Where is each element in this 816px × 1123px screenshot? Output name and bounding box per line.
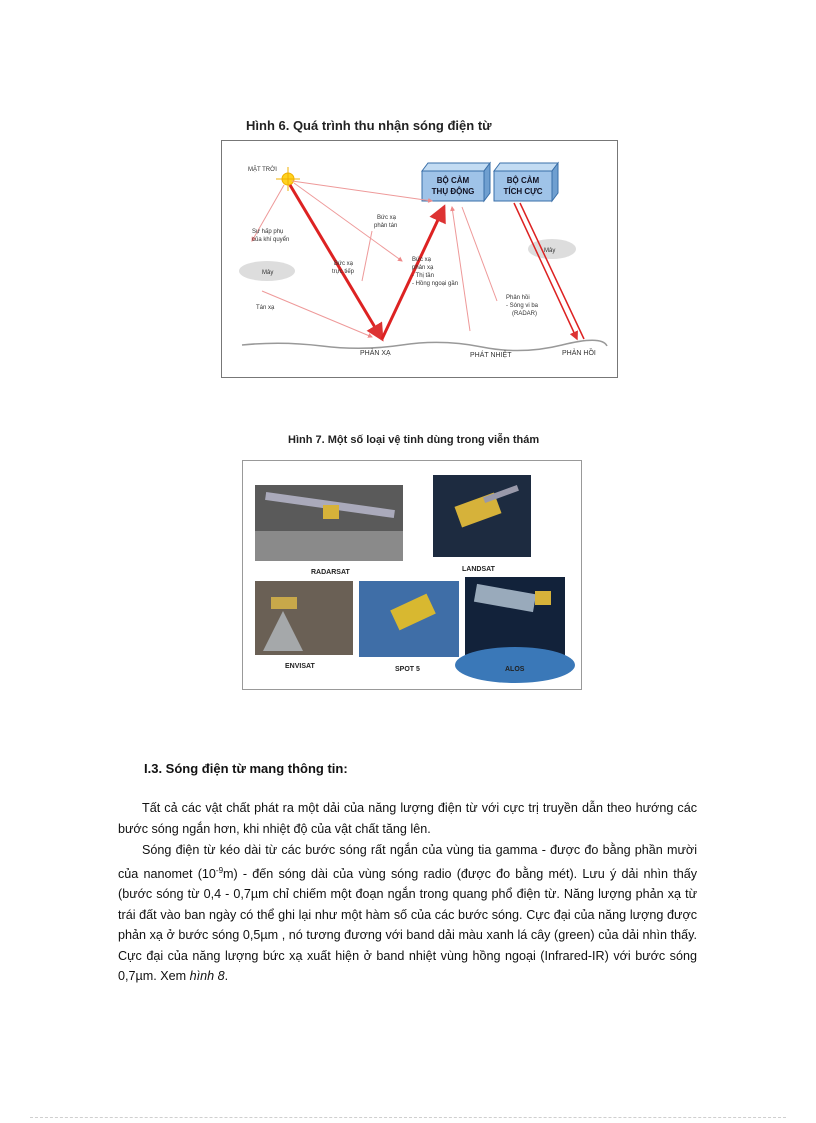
svg-text:LANDSAT: LANDSAT xyxy=(462,566,495,573)
svg-text:của khí quyển: của khí quyển xyxy=(252,237,290,243)
section-heading: I.3. Sóng điện từ mang thông tin: xyxy=(144,761,348,776)
svg-text:- Hồng ngoại gần: - Hồng ngoại gần xyxy=(412,281,459,287)
page-bottom-divider xyxy=(30,1117,786,1118)
svg-text:Bức xạ: Bức xạ xyxy=(334,261,354,267)
paragraph-1: Tất cả các vật chất phát ra một dải của năng lượng điện từ với cực trị truyền dẫn theo hướng các bước sóng ngắn hơn, khi nhiệt độ của vật chất tăng lên. xyxy=(118,801,697,836)
radarsat-image xyxy=(255,485,403,561)
svg-text:trực tiếp: trực tiếp xyxy=(332,269,355,275)
exponent: -9 xyxy=(215,865,224,875)
svg-text:Bức xạ: Bức xạ xyxy=(377,215,397,221)
svg-text:phản xạ: phản xạ xyxy=(412,265,434,271)
figure-6-title: Hình 6. Quá trình thu nhận sóng điện từ xyxy=(246,118,492,133)
svg-text:- Sóng vi ba: - Sóng vi ba xyxy=(506,303,539,309)
svg-text:RADARSAT: RADARSAT xyxy=(311,569,350,576)
svg-text:Phản hồi: Phản hồi xyxy=(506,295,530,301)
svg-text:Mây: Mây xyxy=(544,248,556,254)
landsat-image xyxy=(433,475,531,557)
svg-text:BỘ CẢM: BỘ CẢM xyxy=(506,176,540,185)
envisat-image xyxy=(255,581,353,655)
svg-text:PHẢN HỒI: PHẢN HỒI xyxy=(562,350,596,357)
label-sun: MẶT TRỜI xyxy=(248,167,277,173)
svg-text:ENVISAT: ENVISAT xyxy=(285,663,315,670)
paragraph-2: Sóng điện từ kéo dài từ các bước sóng rất ngắn của vùng tia gamma - được đo bằng phần mười của nanomet $(10^{-9}m)$ - đến sóng dài của vùng sóng radio (được đo bằng mét). Lưu ý dải nhìn thấy (bước sóng từ 0,4 - 0,7µm chỉ chiếm một đoạn ngắn trong quang phổ điện từ. Năng lượng phản xạ từ trái đất vào ban ngày có thể ghi lại như một hàm số của các bước sóng. Cực đại của năng lượng được phản xạ ở bước sóng 0,5µm , nó tương đương với band dải màu xanh lá cây (green) của dải nhìn thấy. Cực đại của năng lượng bức xạ xuất hiện ở band nhiệt vùng hồng ngoại (Infrared-IR) với bước sóng 0,7µm. Xem hình 8. xyxy=(118,843,697,984)
svg-text:SPOT 5: SPOT 5 xyxy=(395,666,420,673)
figure-6-diagram xyxy=(221,140,618,378)
spot5-image xyxy=(359,581,459,657)
passive-sensor-box xyxy=(422,163,490,201)
svg-text:PHẢN XẠ: PHẢN XẠ xyxy=(360,350,391,357)
svg-text:Tán xạ: Tán xạ xyxy=(256,305,275,311)
svg-text:PHÁT NHIỆT: PHÁT NHIỆT xyxy=(470,352,512,359)
svg-text:(RADAR): (RADAR) xyxy=(512,311,537,317)
svg-text:Bức xạ: Bức xạ xyxy=(412,257,432,263)
figure-reference: hình 8 xyxy=(189,969,225,984)
svg-text:Sự hấp phụ: Sự hấp phụ xyxy=(252,229,284,235)
sun-icon xyxy=(276,167,300,191)
active-sensor-box xyxy=(494,163,558,201)
svg-text:BỘ CẢM: BỘ CẢM xyxy=(436,176,470,185)
svg-text:ALOS: ALOS xyxy=(505,666,525,673)
svg-text:THỤ ĐỘNG: THỤ ĐỘNG xyxy=(431,187,475,196)
svg-text:- Thị tần: - Thị tần xyxy=(412,273,434,279)
svg-text:phản tán: phản tán xyxy=(374,223,398,229)
svg-text:Mây: Mây xyxy=(262,270,274,276)
figure-7-title: Hình 7. Một số loại vệ tinh dùng trong viễn thám xyxy=(288,434,540,446)
svg-text:TÍCH CỰC: TÍCH CỰC xyxy=(503,187,543,196)
figure-7-satellites xyxy=(242,460,582,690)
